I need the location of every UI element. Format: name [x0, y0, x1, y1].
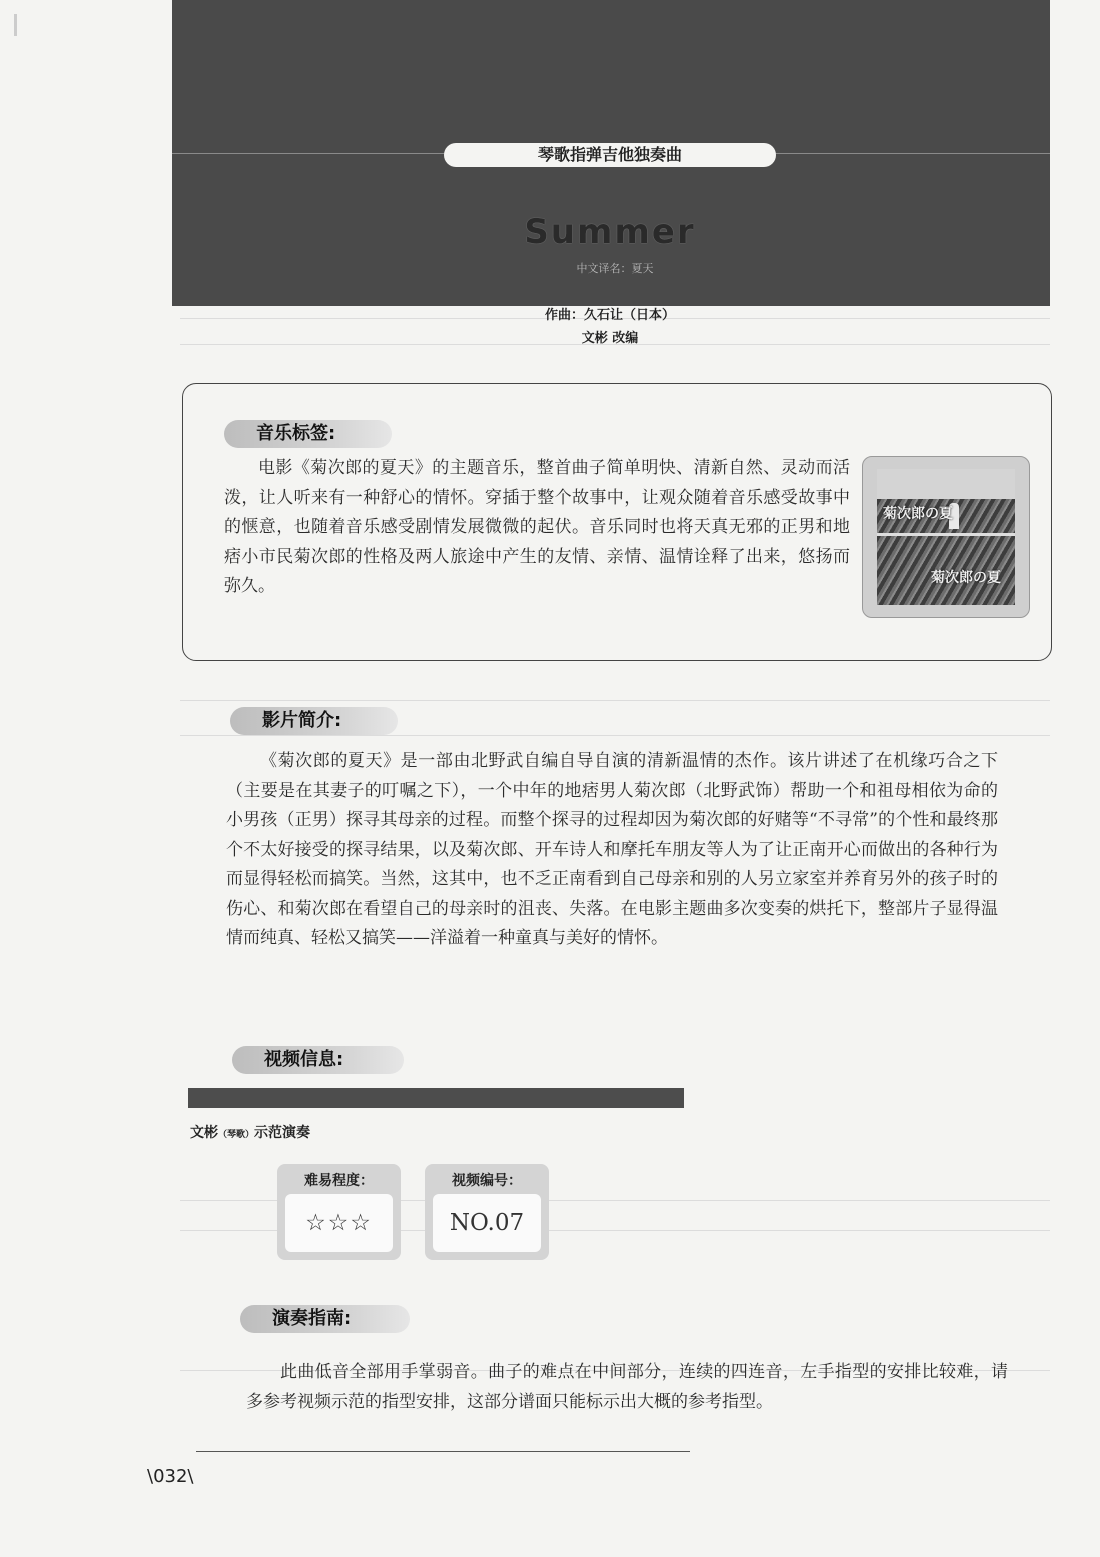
video-number-value: NO.07 [433, 1194, 541, 1252]
page-number: \032\ [147, 1466, 194, 1487]
chinese-title: 中文译名：夏天 [576, 262, 654, 275]
performer-suffix: 示范演奏 [254, 1125, 311, 1141]
poster-title-bottom: 菊次郎の夏 [931, 570, 1001, 586]
performer-name: 文彬 [190, 1125, 218, 1141]
film-intro-label: 影片简介: [230, 707, 398, 735]
ghost-staff-line [180, 700, 1050, 701]
series-title: 琴歌指弹吉他独奏曲 [444, 143, 776, 167]
difficulty-label: 难易程度： [304, 1173, 374, 1189]
poster-sky [877, 469, 1015, 499]
movie-poster-frame [862, 456, 1030, 618]
footer-rule [196, 1451, 690, 1452]
movie-poster-image [877, 469, 1015, 605]
poster-divider [877, 533, 1015, 536]
difficulty-card [277, 1164, 401, 1260]
composer-credit: 作曲：久石让（日本） [544, 308, 675, 323]
song-title: Summer [524, 212, 696, 252]
film-intro-text: 《菊次郎的夏天》是一部由北野武自编自导自演的清新温情的杰作。该片讲述了在机缘巧合之下（主要是在其妻子的叮嘱之下），一个中年的地痞男人菊次郎（北野武饰）帮助一个和祖母相依为命的小男孩（正男）探寻其母亲的过程。而整个探寻的过程却因为菊次郎的好赌等“不寻常”的个性和最终那个不太好接受的探寻结果，以及菊次郎、开车诗人和摩托车朋友等人为了让正南开心而做出的各种行为而显得轻松而搞笑。当然，这其中，也不乏正南看到自己母亲和别的人另立家室并养育另外的孩子时的伤心、和菊次郎在看望自己的母亲时的沮丧、失落。在电影主题曲多次变奏的烘托下，整部片子显得温情而纯真、轻松又搞笑——洋溢着一种童真与美好的情怀。 [226, 751, 998, 948]
video-number-label: 视频编号： [452, 1173, 522, 1189]
left-edge-mark [14, 14, 17, 36]
performer-line [190, 1122, 310, 1142]
video-info-bar [188, 1088, 684, 1108]
poster-title-top: 菊次郎の夏 [883, 506, 953, 522]
difficulty-stars: ☆☆☆ [285, 1194, 393, 1252]
ghost-staff-line [180, 735, 1050, 736]
performer-tag: （琴歌） [218, 1130, 255, 1140]
video-number-card [425, 1164, 549, 1260]
video-info-label: 视频信息: [232, 1046, 404, 1074]
music-tags-label: 音乐标签: [224, 420, 392, 448]
guide-text: 此曲低音全部用手掌弱音。曲子的难点在中间部分，连续的四连音，左手指型的安排比较难，请多参考视频示范的指型安排，这部分谱面只能标示出大概的参考指型。 [246, 1362, 1008, 1412]
arranger-credit: 文彬 改编 [581, 331, 639, 346]
guide-label: 演奏指南: [240, 1305, 410, 1333]
music-tags-text: 电影《菊次郎的夏天》的主题音乐，整首曲子简单明快、清新自然、灵动而活泼，让人听来有一种舒心的情怀。穿插于整个故事中，让观众随着音乐感受故事中的惬意，也随着音乐感受剧情发展微微的起伏。音乐同时也将天真无邪的正男和地痞小市民菊次郎的性格及两人旅途中产生的友情、亲情、温情诠释了出来，悠扬而弥久。 [224, 458, 850, 596]
